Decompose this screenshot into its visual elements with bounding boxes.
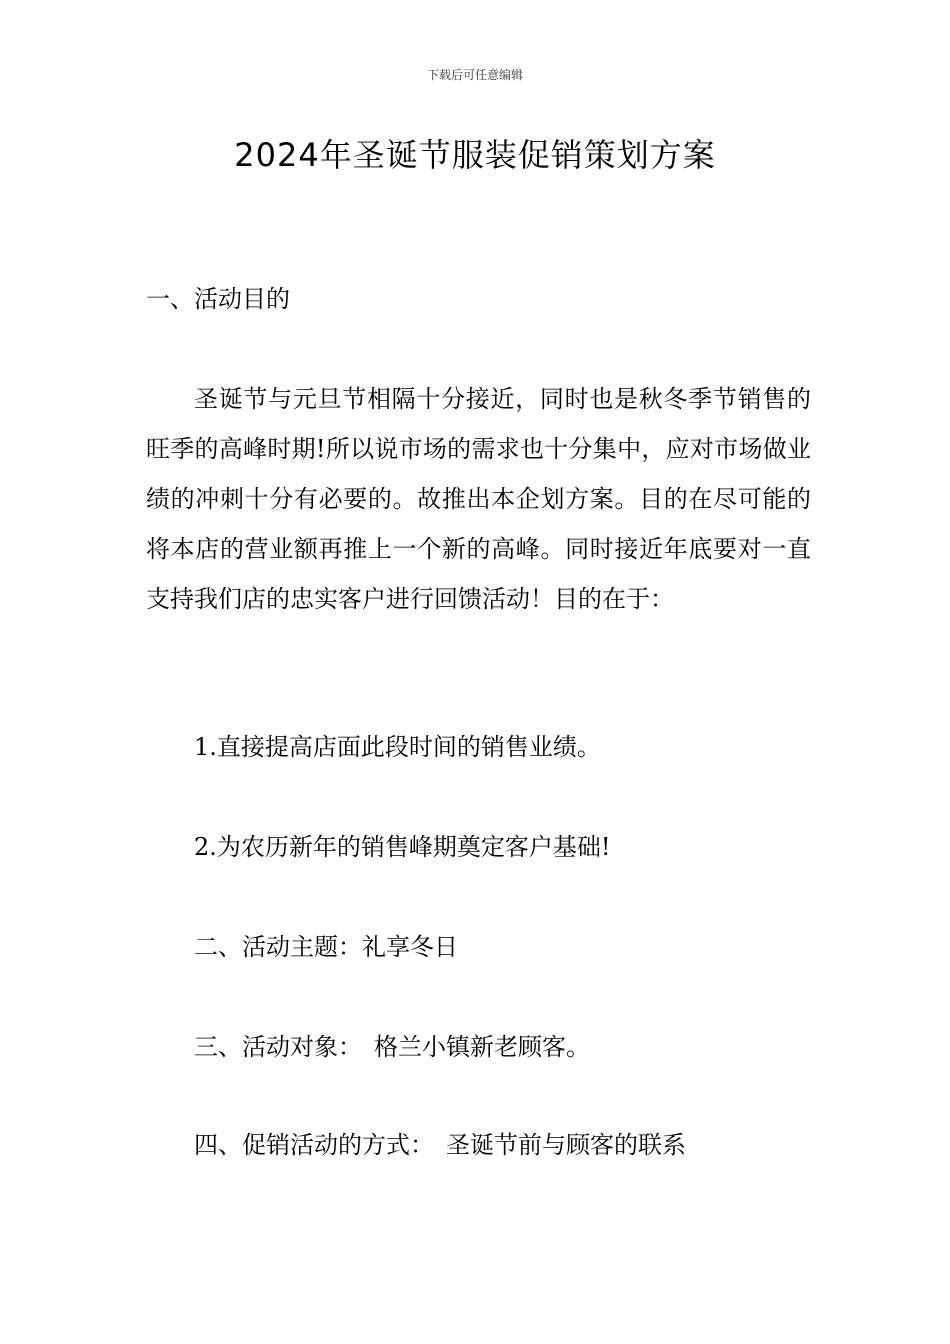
- header-note: 下载后可任意编辑: [426, 68, 523, 82]
- section-heading-purpose: 一、活动目的: [146, 285, 290, 313]
- section-audience: 三、活动对象： 格兰小镇新老顾客。: [194, 1033, 590, 1061]
- goal-item-1: 1.直接提高店面此段时间的销售业绩。: [194, 733, 601, 761]
- section-theme: 二、活动主题：礼享冬日: [194, 933, 458, 961]
- section-method: 四、促销活动的方式： 圣诞节前与顾客的联系: [194, 1131, 686, 1159]
- intro-paragraph: 圣诞节与元旦节相隔十分接近，同时也是秋冬季节销售的旺季的高峰时期!所以说市场的需求也十分集中，应对市场做业绩的冲刺十分有必要的。故推出本企划方案。目的在尽可能的将本店的营业额再推上一个新的高峰。同时接近年底要对一直支持我们店的忠实客户进行回馈活动！目的在于：: [146, 385, 811, 613]
- goal-item-2: 2.为农历新年的销售峰期奠定客户基础!: [194, 833, 611, 861]
- document-title: 2024年圣诞节服装促销策划方案: [234, 136, 716, 174]
